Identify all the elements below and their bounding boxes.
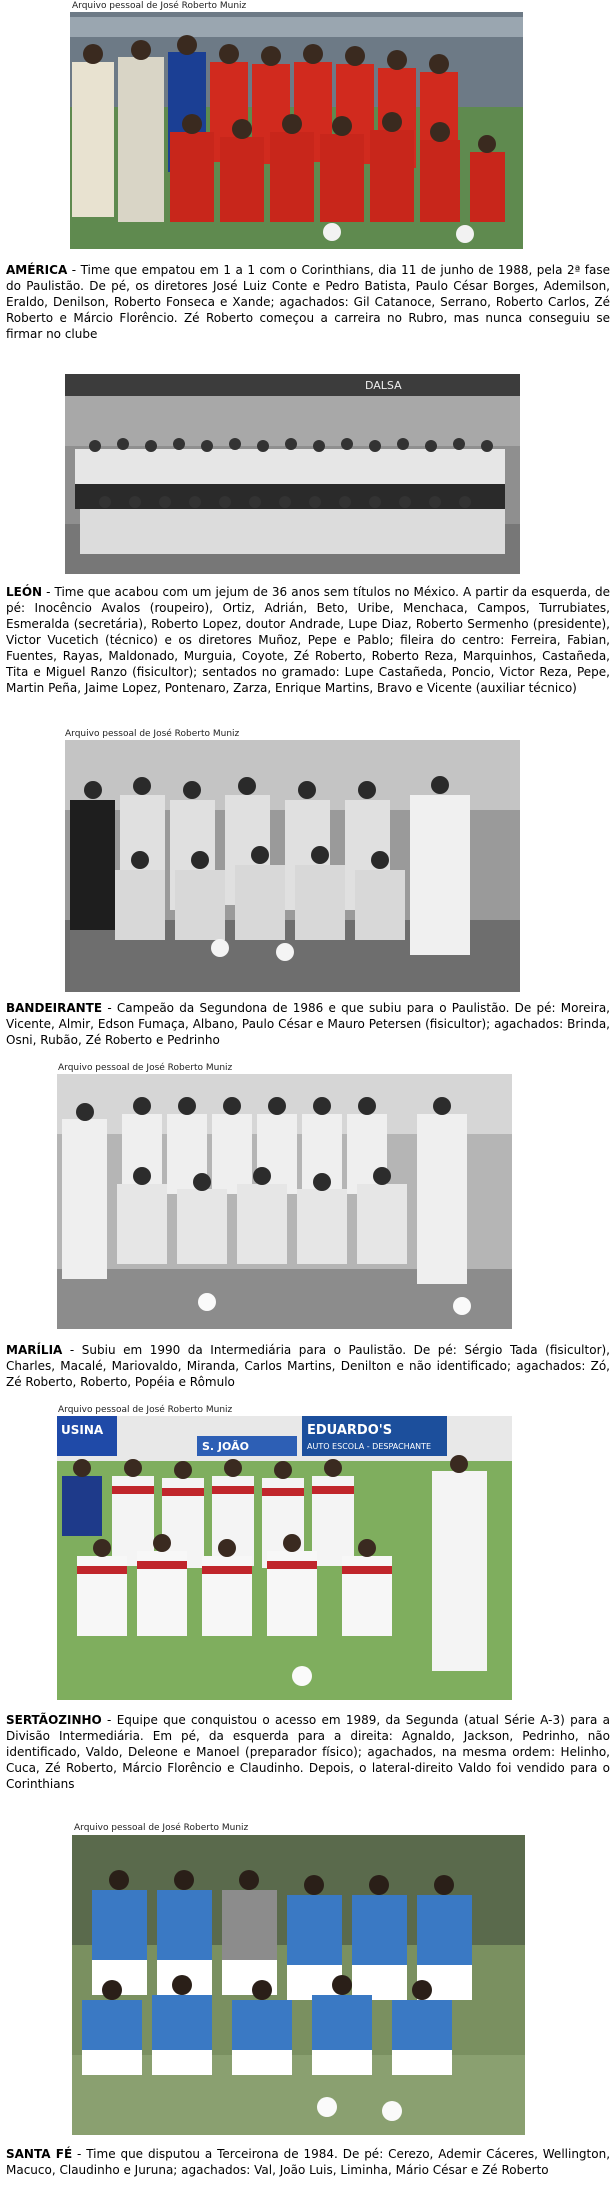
photo-credit: Arquivo pessoal de José Roberto Muniz xyxy=(58,1405,233,1415)
banner-sjoao: S. JOÃO xyxy=(202,1440,249,1453)
team-photo-america xyxy=(70,12,523,249)
team-name: SANTA FÉ xyxy=(6,2147,73,2161)
team-photo-santa-fe xyxy=(72,1835,525,2135)
team-name: MARÍLIA xyxy=(6,1343,63,1357)
banner-eduardos-sub: AUTO ESCOLA - DESPACHANTE xyxy=(307,1442,432,1451)
photo-credit: Arquivo pessoal de José Roberto Muniz xyxy=(74,1823,249,1833)
photo-credit: Arquivo pessoal de José Roberto Muniz xyxy=(72,1,247,11)
team-photo-leon xyxy=(65,374,520,574)
caption-sertaozinho xyxy=(6,1712,610,1792)
team-photo-marilia xyxy=(57,1074,512,1329)
team-photo-bandeirante xyxy=(65,740,520,992)
caption-text: - Time que disputou a Terceirona de 1984. De pé: Cerezo, Ademir Cáceres, Wellington, Macuco, Claudinho e Juruna; agachados: Val, João Luis, Liminha, Mário César e Zé Roberto xyxy=(6,2147,611,2177)
team-photo-sertaozinho xyxy=(57,1416,512,1700)
caption-text: - Equipe que conquistou o acesso em 1989, da Segunda (atual Série A-3) para a Divisão Intermediária. Em pé, da esquerda para a direita: Agnaldo, Jackson, Pedrinho, não identificado, Valdo, Deleone e Manoel (preparador físico); agachados, na mesma ordem: Helinho, Cuca, Zé Roberto, Márcio Florêncio e Claudinho. Depois, o lateral-direito Valdo foi vendido para o Corinthians xyxy=(6,1713,610,1791)
banner-usina: USINA xyxy=(61,1423,104,1437)
caption-america xyxy=(6,262,610,358)
team-name: SERTÃOZINHO xyxy=(6,1713,102,1727)
caption-marilia xyxy=(6,1342,610,1390)
photo-credit: Arquivo pessoal de José Roberto Muniz xyxy=(58,1063,233,1073)
caption-leon xyxy=(6,584,610,712)
caption-santa-fe xyxy=(6,2146,610,2194)
team-name: BANDEIRANTE xyxy=(6,1001,103,1015)
caption-text: - Time que acabou com um jejum de 36 anos sem títulos no México. A partir da esquerda, de pé: Inocêncio Avalos (roupeiro), Ortiz, Adrián, Beto, Uribe, Menchaca, Campos, Turrubiates, Esmeralda (secretária), Roberto Lopez, doutor Andrade, Lupe Diaz, Roberto Sermenho (presidente), Victor Vucetich (técnico) e os diretores Muñoz, Pepe e Pablo; fileira do centro: Ferreira, Fabian, Fuentes, Rayas, Maldonado, Murguia, Coyote, Zé Roberto, Roberto Reza, Marquinhos, Castañeda, Tita e Miguel Ranzo (fisicultor); sentados no gramado: Lupe Castañeda, Poncio, Victor Reza, Pepe, Martin Peña, Jaime Lopez, Pontenaro, Zarza, Enrique Martins, Bravo e Vicente (auxiliar técnico) xyxy=(6,585,610,695)
banner-eduardos: EDUARDO'S xyxy=(307,1423,393,1438)
photo-credit: Arquivo pessoal de José Roberto Muniz xyxy=(65,729,240,739)
team-name: LEÓN xyxy=(6,585,43,599)
banner-text: DALSA xyxy=(365,379,402,392)
caption-text: - Time que empatou em 1 a 1 com o Corinthians, dia 11 de junho de 1988, pela 2ª fase do Paulistão. De pé, os diretores José Luiz Conte e Pedro Batista, Paulo César Borges, Ademilson, Eraldo, Denilson, Roberto Fonseca e Xande; agachados: Gil Catanoce, Serrano, Roberto Carlos, Zé Roberto e Márcio Florêncio. Zé Roberto começou a carreira no Rubro, mas nunca conseguiu se firmar no clube xyxy=(6,263,610,341)
team-name: AMÉRICA xyxy=(6,263,68,277)
caption-bandeirante xyxy=(6,1000,610,1048)
caption-text: - Subiu em 1990 da Intermediária para o Paulistão. De pé: Sérgio Tada (fisicultor), Charles, Macalé, Mariovaldo, Miranda, Carlos Martins, Denilton e não identificado; agachados: Zó, Zé Roberto, Roberto, Popéia e Rômulo xyxy=(6,1343,610,1389)
caption-text: - Campeão da Segundona de 1986 e que subiu para o Paulistão. De pé: Moreira, Vicente, Almir, Edson Fumaça, Albano, Paulo César e Mauro Petersen (fisicultor); agachados: Brinda, Osni, Rubão, Zé Roberto e Pedrinho xyxy=(6,1001,610,1047)
